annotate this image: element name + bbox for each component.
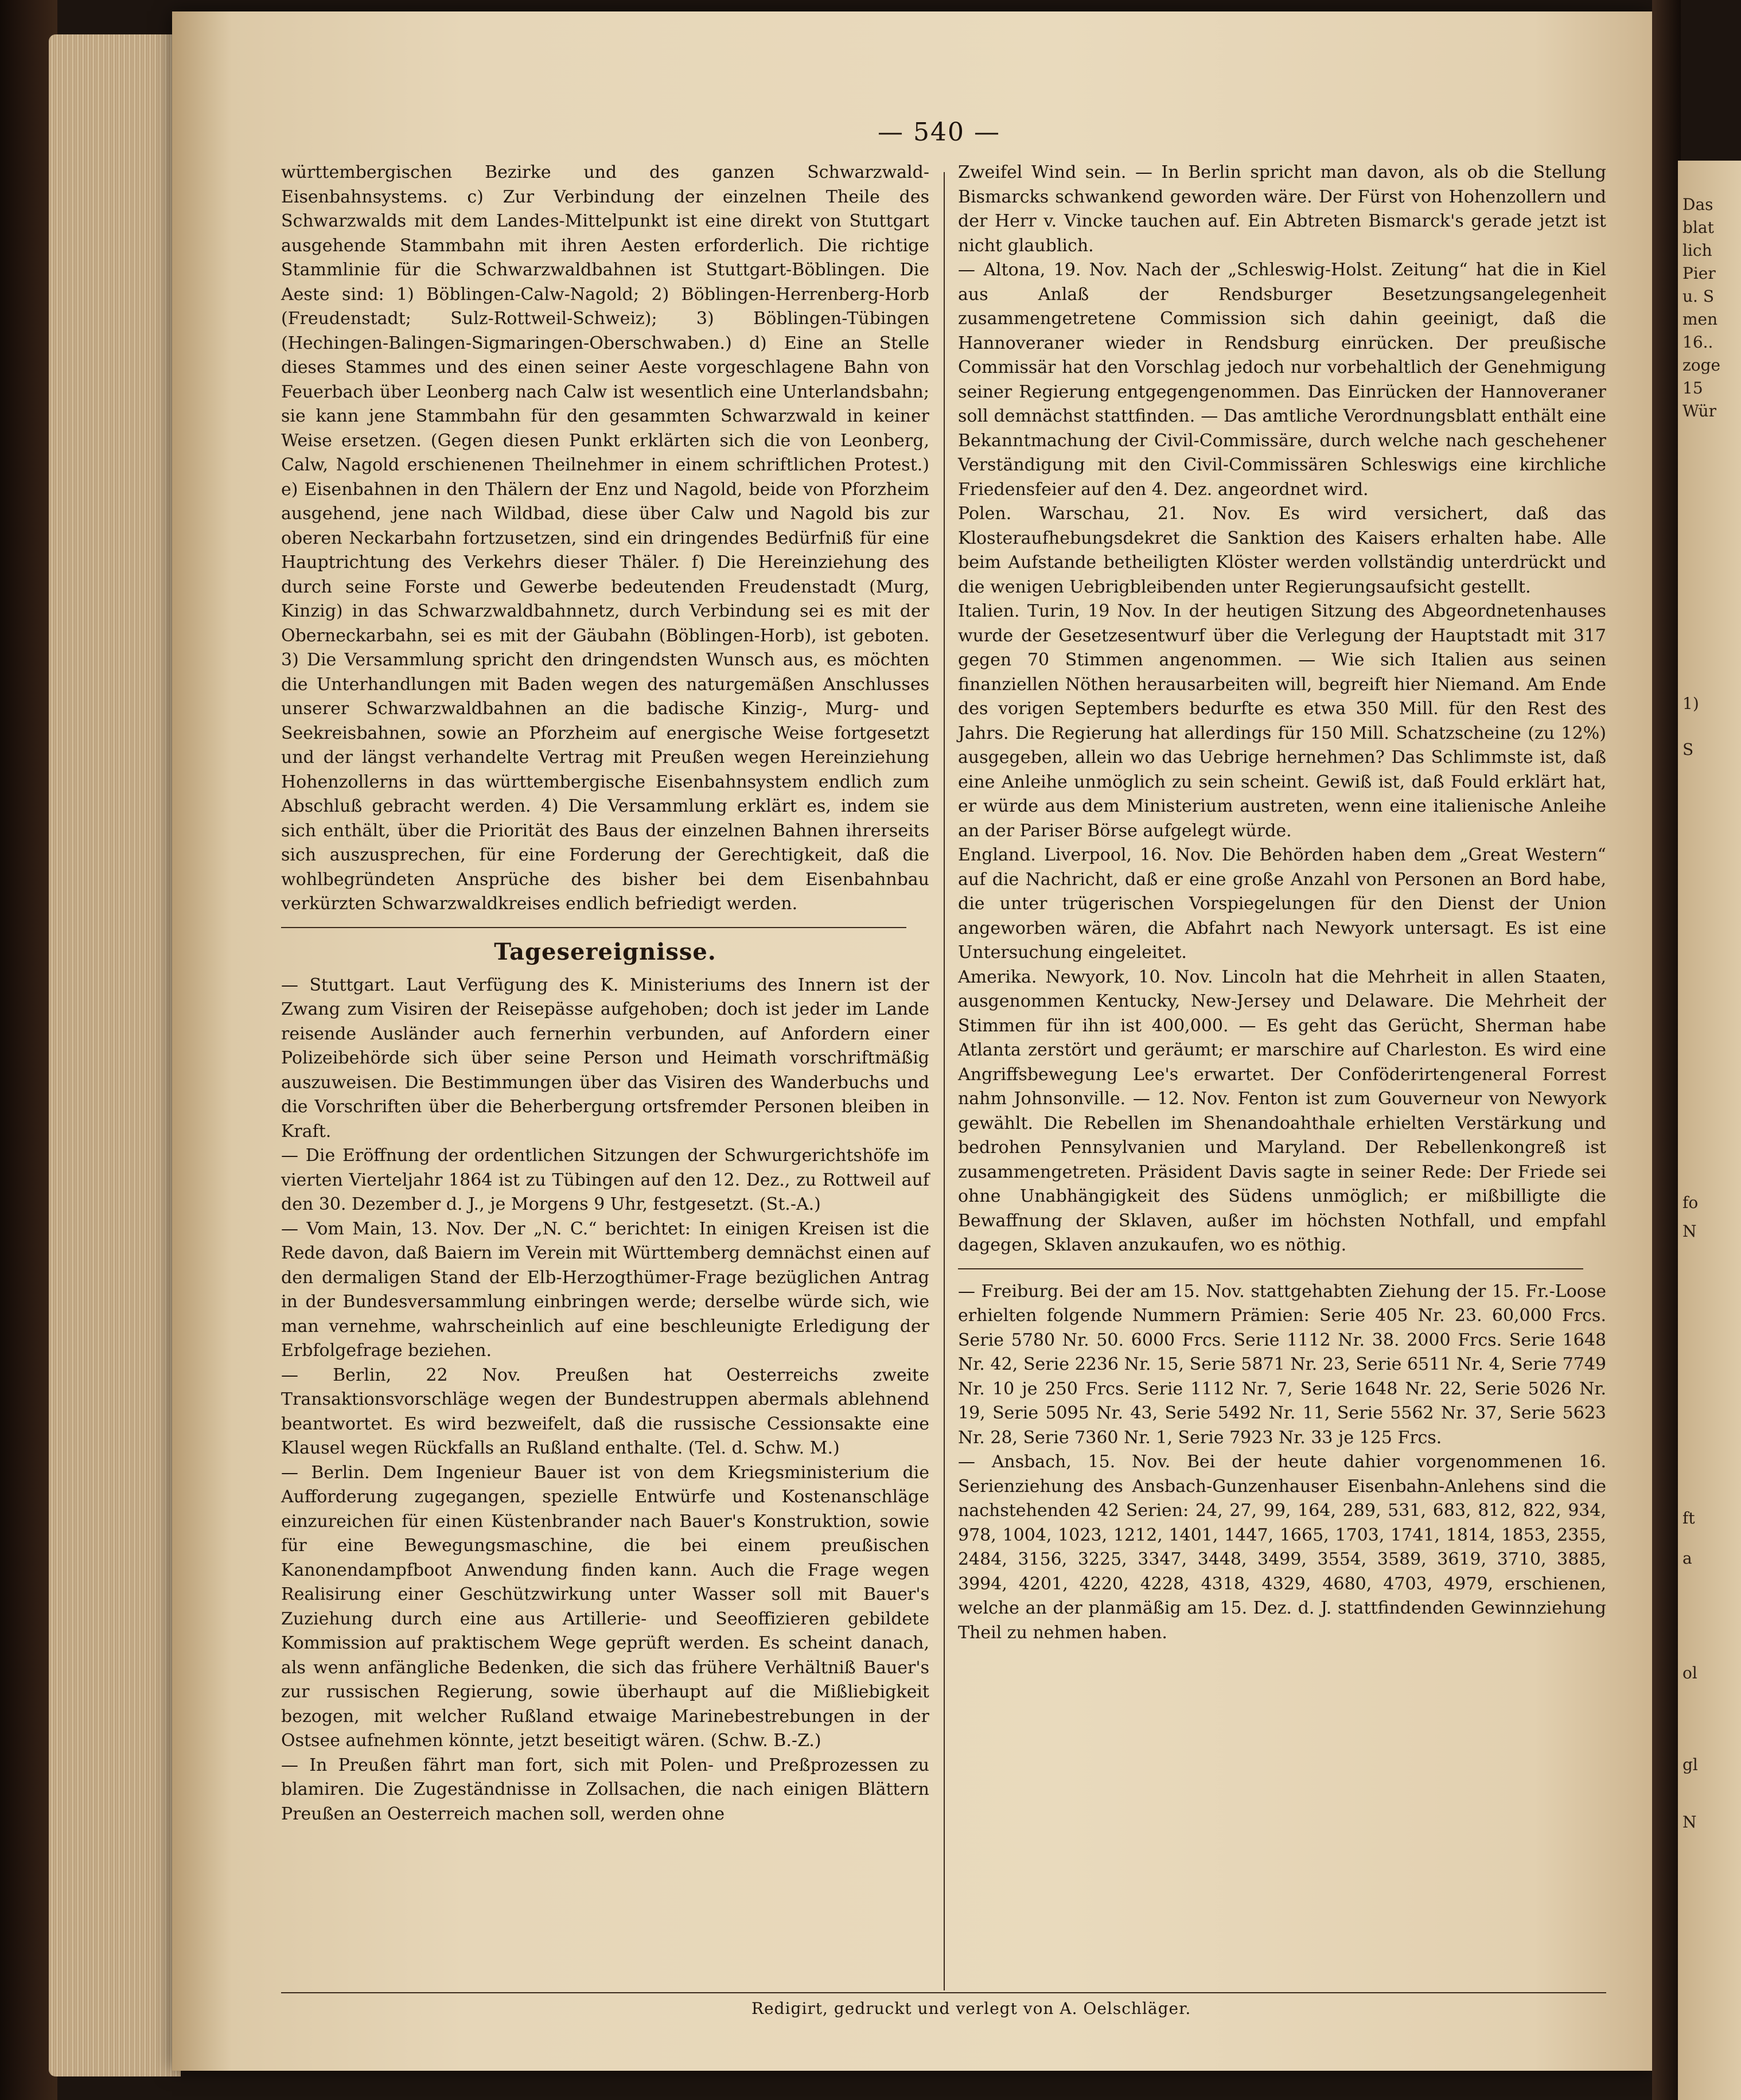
- fragment-text: Wür: [1682, 402, 1717, 420]
- fragment-text: u. S: [1682, 287, 1715, 306]
- fragment-text: Das: [1682, 195, 1713, 214]
- next-page-fragment: [1678, 161, 1741, 2100]
- news-item: Italien. Turin, 19 Nov. In der heutigen Sitzung des Abgeordnetenhauses wurde der Gesetzesentwurf über die Verlegung der Hauptstadt mit 317 gegen 70 Stimmen angenommen. — Wie sich Italien aus seinen finanziellen Nöthen herausarbeiten will, begreift hier Niemand. Am Ende des vorigen Septembers bedurfte es etwa 350 Mill. für den Rest des Jahrs. Die Regierung hat allerdings für 150 Mill. Schatzscheine (zu 12%) ausgegeben, allein wo das Uebrige hernehmen? Das Schlimmste ist, daß eine Anleihe unmöglich zu sein scheint. Gewiß ist, daß Fould erklärt hat, er würde aus dem Ministerium austreten, wenn eine italienische Anleihe an der Pariser Börse aufgelegt würde.: [958, 601, 1606, 841]
- fragment-text: 15: [1682, 379, 1703, 398]
- fragment-text: zoge: [1682, 356, 1721, 375]
- fragment-text: men: [1682, 310, 1718, 329]
- news-item: — Altona, 19. Nov. Nach der „Schleswig-Holst. Zeitung“ hat die in Kiel aus Anlaß der Rendsburger Besetzungsangelegenheit zusammengetretene Commission sich dahin geeinigt, daß die Hannoveraner wieder in Rendsburg einrücken. Der preußische Commissär hat den Vorschlag jedoch nur vorbehaltlich der Genehmigung seiner Regierung entgegengenommen. Das Einrücken der Hannoveraner soll demnächst stattfinden. — Das amtliche Verordnungsblatt enthält eine Bekanntmachung der Civil-Commissäre, durch welche nach geschehener Verständigung mit den Civil-Commissären Schleswigs eine kirchliche Friedensfeier auf den 4. Dez. angeordnet wird.: [958, 260, 1606, 500]
- fragment-text: N: [1682, 1222, 1697, 1241]
- news-item: — Berlin, 22 Nov. Preußen hat Oesterreichs zweite Transaktionsvorschläge wegen der Bundestruppen abermals ablehnend beantwortet. Es wird bezweifelt, daß die russische Cessionsakte eine Klausel wegen Rückfalls an Rußland enthalte. (Tel. d. Schw. M.): [281, 1365, 929, 1458]
- fragment-text: S: [1682, 740, 1694, 759]
- news-item: — Berlin. Dem Ingenieur Bauer ist von dem Kriegsministerium die Aufforderung zugegangen, spezielle Entwürfe und Kostenanschläge einzureichen für einen Küstenbrander nach Bauer's Konstruktion, sowie für eine Bewegungsmaschine, die bei einem preußischen Kanonendampfboot Anwendung finden kann. Auch die Frage wegen Realisirung einer Geschützwirkung unter Wasser soll mit Bauer's Zuziehung durch eine aus Artillerie- und Seeoffizieren gebildete Kommission auf praktischem Wege geprüft werden. Es scheint danach, als wenn anfängliche Bedenken, die sich das frühere Verhältniß Bauer's zur russischen Regierung, sowie überhaupt auf die Mißliebigkeit bezogen, mit welcher Rußland etwaige Marinebestrebungen in der Ostsee aufnehmen könnte, jetzt beseitigt wären. (Schw. B.-Z.): [281, 1462, 929, 1751]
- fragment-text: blat: [1682, 218, 1714, 237]
- section-divider: [958, 1268, 1583, 1269]
- binding-gutter: [1652, 0, 1681, 2100]
- fragment-text: 1): [1682, 694, 1699, 713]
- news-item: — Stuttgart. Laut Verfügung des K. Ministeriums des Innern ist der Zwang zum Visiren der Reisepässe aufgehoben; doch ist jeder im Lande reisende Ausländer auch fernerhin verbunden, auf Anfordern einer Polizeibehörde sich über seine Person und Heimath vorschriftmäßig auszuweisen. Die Bestimmungen über das Visiren des Wanderbuchs und die Vorschriften über die Beherbergung ortsfremder Personen bleiben in Kraft.: [281, 975, 929, 1141]
- fragment-text: ft: [1682, 1509, 1695, 1528]
- news-item: England. Liverpool, 16. Nov. Die Behörden haben dem „Great Western“ auf die Nachricht, daß er eine große Anzahl von Personen an Bord habe, die unter trügerischen Vorspiegelungen für den Dienst der Union angeworben wären, die Abfahrt nach Newyork untersagt. Es ist eine Untersuchung eingeleitet.: [958, 845, 1606, 963]
- news-item: Zweifel Wind sein. — In Berlin spricht man davon, als ob die Stellung Bismarcks schwankend geworden wäre. Der Fürst von Hohenzollern und der Herr v. Vincke tauchen auf. Ein Abtreten Bismarck's gerade jetzt ist nicht glaublich.: [958, 162, 1606, 256]
- right-column: [958, 161, 1606, 1645]
- fragment-text: lich: [1682, 241, 1712, 260]
- fragment-text: Pier: [1682, 264, 1716, 283]
- news-item: — Die Eröffnung der ordentlichen Sitzungen der Schwurgerichtshöfe im vierten Vierteljahr 1864 ist zu Tübingen auf den 12. Dez., zu Rottweil auf den 30. Dezember d. J., je Morgens 9 Uhr, festgesetzt. (St.-A.): [281, 1146, 929, 1214]
- fragment-text: N: [1682, 1813, 1697, 1832]
- left-column: [281, 161, 929, 1826]
- section-heading: Tagesereignisse.: [494, 938, 716, 965]
- news-item: — Freiburg. Bei der am 15. Nov. stattgehabten Ziehung der 15. Fr.-Loose erhielten folgende Nummern Prämien: Serie 405 Nr. 23. 60,000 Frcs. Serie 5780 Nr. 50. 6000 Frcs. Serie 1112 Nr. 38. 2000 Frcs. Serie 1648 Nr. 42, Serie 2236 Nr. 15, Serie 5871 Nr. 23, Serie 6511 Nr. 4, Serie 7749 Nr. 10 je 250 Frcs. Serie 1112 Nr. 7, Serie 1648 Nr. 22, Serie 5026 Nr. 19, Serie 5095 Nr. 43, Serie 5492 Nr. 11, Serie 5562 Nr. 37, Serie 5623 Nr. 28, Serie 7360 Nr. 1, Serie 7923 Nr. 33 je 125 Frcs.: [958, 1281, 1606, 1448]
- news-item: Polen. Warschau, 21. Nov. Es wird versichert, daß das Klosteraufhebungsdekret die Sanktion des Kaisers erhalten habe. Alle beim Aufstande betheiligten Klöster werden vollständig unterdrückt und die wenigen Uebrigbleibenden unter Regierungsaufsicht gestellt.: [958, 504, 1606, 597]
- book-page-edges: [49, 34, 181, 2076]
- fragment-text: 16..: [1682, 333, 1713, 352]
- news-item: — In Preußen fährt man fort, sich mit Polen- und Preßprozessen zu blamiren. Die Zugeständnisse in Zollsachen, die nach einigen Blättern Preußen an Oesterreich machen soll, werden ohne: [281, 1755, 929, 1824]
- fragment-text: fo: [1682, 1193, 1699, 1212]
- column-divider: [944, 172, 945, 1990]
- fragment-text: ol: [1682, 1663, 1697, 1682]
- article-text: württembergischen Bezirke und des ganzen Schwarzwald-Eisenbahnsystems. c) Zur Verbindung der einzelnen Theile des Schwarzwalds mit dem Landes-Mittelpunkt ist eine direkt von Stuttgart ausgehende Stammbahn mit ihren Aesten erforderlich. Die richtige Stammlinie für die Schwarzwaldbahnen ist Stuttgart-Böblingen. Die Aeste sind: 1) Böblingen-Calw-Nagold; 2) Böblingen-Herrenberg-Horb (Freudenstadt; Sulz-Rottweil-Schweiz); 3) Böblingen-Tübingen (Hechingen-Balingen-Sigmaringen-Oberschwaben.) d) Eine an Stelle dieses Stammes und des einen seiner Aeste vorgeschlagene Bahn von Feuerbach über Leonberg nach Calw ist wesentlich eine Unterlandsbahn; sie kann jene Stammbahn für den gesammten Schwarzwald in keiner Weise ersetzen. (Gegen diesen Punkt erklärten sich die von Leonberg, Calw, Nagold erschienenen Theilnehmer in einem schriftlichen Protest.) e) Eisenbahnen in den Thälern der Enz und Nagold, beide von Pforzheim ausgehend, jene nach Wildbad, diese über Calw und Nagold bis zur oberen Neckarbahn fortzusetzen, sind ein dringendes Bedürfniß für eine Hauptrichtung des Verkehrs dieser Thäler. f) Die Hereinziehung des durch seine Forste und Gewerbe bedeutenden Freudenstadt (Murg, Kinzig) in das Schwarzwaldbahnnetz, durch Verbindung sei es mit der Oberneckarbahn, sei es mit der Gäubahn (Böblingen-Horb), ist geboten. 3) Die Versammlung spricht den dringendsten Wunsch aus, es möchten die Unterhandlungen mit Baden wegen des naturgemäßen Anschlusses unserer Schwarzwaldbahnen an die badische Kinzig-, Murg- und Seekreisbahnen, sowie an Pforzheim auf energische Weise fortgesetzt und der längst verhandelte Vertrag mit Preußen wegen Hereinziehung Hohenzollerns in das württembergische Eisenbahnsystem endlich zum Abschluß gebracht werden. 4) Die Versammlung erklärt es, indem sie sich enthält, über die Priorität des Baus der einzelnen Bahnen ihrerseits sich auszusprechen, für eine Forderung der Gerechtigkeit, daß die wohlbegründeten Ansprüche des bisher bei dem Eisenbahnbau verkürzten Schwarzwaldkreises endlich befriedigt werden.: [281, 162, 929, 914]
- section-divider: [281, 927, 906, 928]
- fragment-text: gl: [1682, 1755, 1698, 1774]
- news-item: — Ansbach, 15. Nov. Bei der heute dahier vorgenommenen 16. Serienziehung des Ansbach-Gunzenhauser Eisenbahn-Anlehens sind die nachstehenden 42 Serien: 24, 27, 99, 164, 289, 531, 683, 812, 822, 934, 978, 1004, 1023, 1212, 1401, 1447, 1665, 1703, 1741, 1814, 1853, 2355, 2484, 3156, 3225, 3347, 3448, 3499, 3554, 3589, 3619, 3710, 3885, 3994, 4201, 4220, 4228, 4318, 4329, 4680, 4703, 4979, erschienen, welche an der planmäßig am 15. Dez. d. J. stattfindenden Gewinnziehung Theil zu nehmen haben.: [958, 1452, 1606, 1643]
- imprint: Redigirt, gedruckt und verlegt von A. Oelschläger.: [751, 1999, 1191, 2018]
- fragment-text: a: [1682, 1549, 1692, 1568]
- news-item: — Vom Main, 13. Nov. Der „N. C.“ berichtet: In einigen Kreisen ist die Rede davon, daß Baiern im Verein mit Württemberg demnächst einen auf den dermaligen Stand der Elb-Herzogthümer-Frage bezüglichen Antrag in der Bundesversammlung einbringen werde; derselbe würde sich, wie man vernehme, wahrscheinlich auf eine beschleunigte Erledigung der Erbfolgefrage beziehen.: [281, 1218, 929, 1361]
- news-item: Amerika. Newyork, 10. Nov. Lincoln hat die Mehrheit in allen Staaten, ausgenommen Kentucky, New-Jersey und Delaware. Die Mehrheit der Stimmen für ihn ist 400,000. — Es geht das Gerücht, Sherman habe Atlanta zerstört und geräumt; er marschire auf Charleston. Es wird eine Angriffsbewegung Lee's erwartet. Der Conföderirtengeneral Forrest nahm Johnsonville. — 12. Nov. Fenton ist zum Gouverneur von Newyork gewählt. Die Rebellen im Shenandoahthale erhielten Verstärkung und bedrohen Pennsylvanien und Maryland. Der Rebellenkongreß ist zusammengetreten. Präsident Davis sagte in seiner Rede: Der Friede sei ohne Unabhängigkeit des Südens unmöglich; er mißbilligte die Bewaffnung der Sklaven, außer im höchsten Nothfall, und empfahl dagegen, Sklaven anzukaufen, wo es nöthig.: [958, 967, 1606, 1255]
- footer-rule: [281, 1992, 1606, 1993]
- page-number: — 540 —: [878, 118, 1000, 147]
